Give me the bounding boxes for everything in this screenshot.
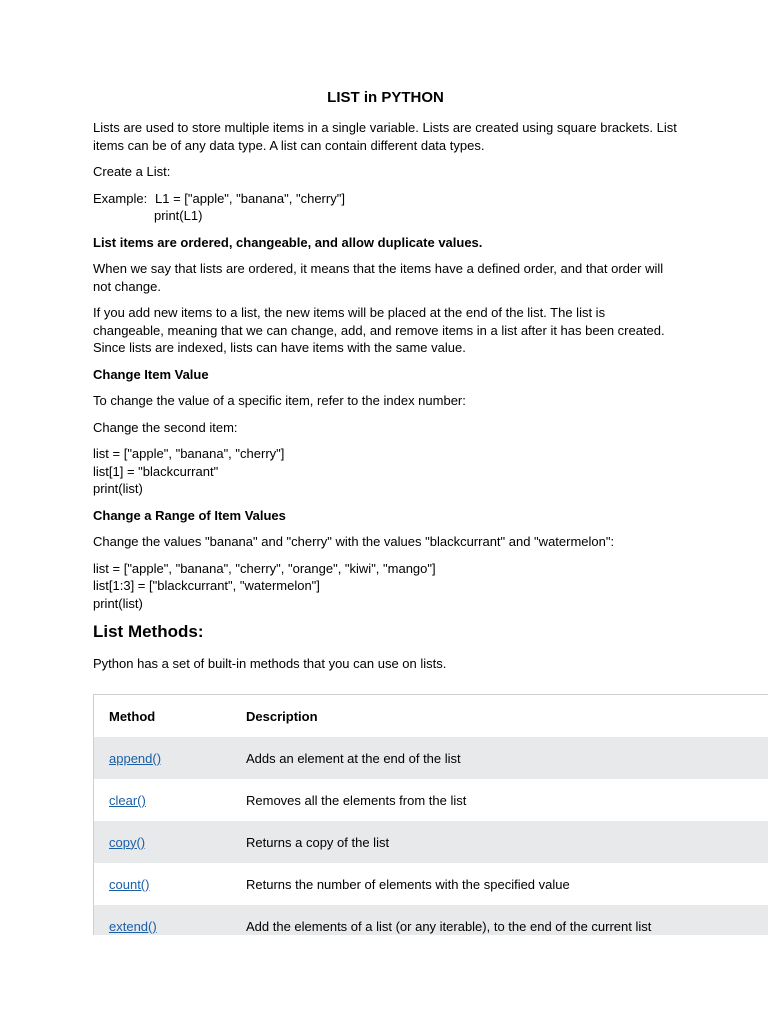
create-list-label: Create a List: — [93, 164, 171, 179]
method-link-count[interactable]: count() — [109, 876, 150, 892]
code-line: list = ["apple", "banana", "cherry"] — [93, 446, 285, 461]
ordered-paragraph: When we say that lists are ordered, it means that the items have a defined order, and that order will not change. — [93, 261, 664, 294]
example-block — [93, 190, 678, 225]
example-label: Example: — [93, 190, 148, 206]
column-header-method: Method — [109, 708, 156, 724]
table-row — [94, 737, 768, 779]
intro-paragraph: Lists are used to store multiple items in a single variable. Lists are created using square brackets. List items can be of any data type. A list can contain different data types. — [93, 120, 677, 153]
list-methods-heading: List Methods: — [93, 622, 204, 641]
example-line-1: L1 = ["apple", "banana", "cherry"] — [155, 190, 345, 206]
change-item-heading: Change Item Value — [93, 366, 209, 382]
method-description: Removes all the elements from the list — [246, 792, 467, 808]
code-line: print(list) — [93, 595, 143, 611]
code-line: list = ["apple", "banana", "cherry", "orange", "kiwi", "mango"] — [93, 560, 436, 576]
change-range-code — [93, 560, 678, 613]
table-row — [94, 779, 768, 821]
method-link-clear[interactable]: clear() — [109, 792, 146, 808]
change-range-text: Change the values "banana" and "cherry" with the values "blackcurrant" and "watermelon": — [93, 534, 615, 549]
table-row — [94, 863, 768, 905]
methods-table — [93, 694, 768, 935]
method-description: Returns the number of elements with the specified value — [246, 876, 570, 892]
list-methods-text: Python has a set of built-in methods that you can use on lists. — [93, 656, 447, 671]
change-range-heading: Change a Range of Item Values — [93, 507, 286, 523]
ordered-heading: List items are ordered, changeable, and allow duplicate values. — [93, 234, 483, 250]
page-title: LIST in PYTHON — [327, 89, 444, 106]
method-link-append[interactable]: append() — [109, 750, 162, 766]
document-body — [93, 88, 678, 682]
table-row — [94, 905, 768, 935]
change-item-code — [93, 445, 678, 498]
method-description: Returns a copy of the list — [246, 834, 390, 850]
method-description: Adds an element at the end of the list — [246, 750, 461, 766]
code-line: print(list) — [93, 481, 143, 496]
table-row — [94, 821, 768, 863]
method-description: Add the elements of a list (or any iterable), to the end of the current list — [246, 918, 652, 934]
change-item-sub: Change the second item: — [93, 419, 238, 435]
table-header-row — [94, 695, 768, 737]
method-link-copy[interactable]: copy() — [109, 834, 146, 850]
column-header-description: Description — [246, 708, 318, 724]
code-line: list[1:3] = ["blackcurrant", "watermelon"] — [93, 578, 320, 593]
method-link-extend[interactable]: extend() — [109, 918, 157, 934]
example-line-2: print(L1) — [154, 208, 203, 223]
add-items-paragraph: If you add new items to a list, the new items will be placed at the end of the list. The list is changeable, meaning that we can change, add, and remove items in a list after it has been created. Since lists are indexed, lists can have items with the same value. — [93, 305, 665, 355]
code-line: list[1] = "blackcurrant" — [93, 463, 219, 479]
change-item-text: To change the value of a specific item, refer to the index number: — [93, 393, 466, 408]
